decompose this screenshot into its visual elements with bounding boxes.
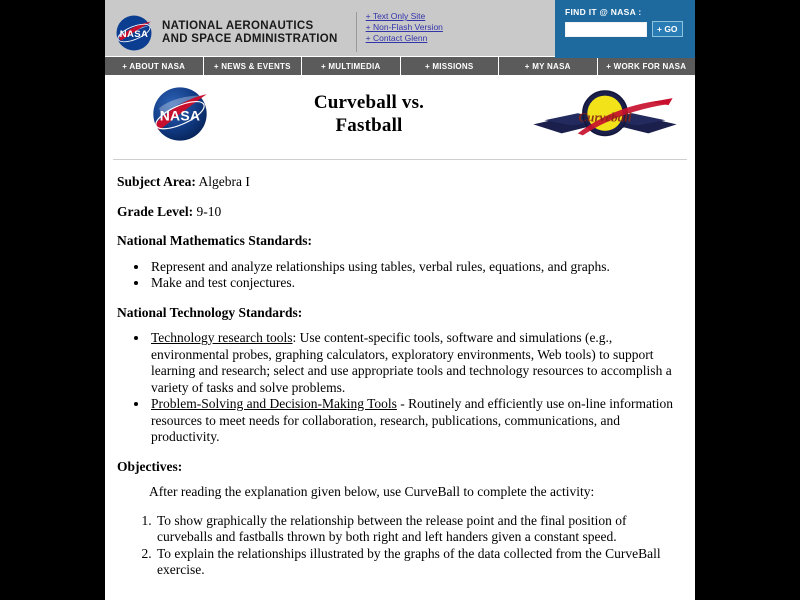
tech-standard-body: - Routinely and efficiently use on-line information resources to meet needs for collaboration, research, publications, communications, and productivity. (151, 396, 673, 444)
subject-area-label: Subject Area: (117, 174, 196, 189)
find-it-label: FIND IT @ NASA : (565, 7, 642, 17)
lesson-content (105, 160, 695, 579)
grade-level-row (117, 204, 679, 221)
page-banner (105, 75, 695, 153)
math-standards-list (117, 259, 679, 292)
svg-text:Curveball: Curveball (578, 109, 632, 125)
objectives-list (117, 513, 679, 579)
page-title-line1: Curveball vs. (313, 92, 425, 113)
search-row (565, 21, 687, 37)
list-item: 1. To show graphically the relationship between the release point and the final position of curveballs and fastballs thrown by both right and left handers given a constant speed. (155, 513, 679, 546)
agency-name (162, 20, 338, 47)
list-item (149, 396, 679, 446)
link-text-only-site[interactable]: + Text Only Site (365, 11, 426, 21)
masthead-branding (105, 10, 338, 56)
agency-name-line2: AND SPACE ADMINISTRATION (162, 33, 338, 45)
nav-item-about-nasa[interactable]: + ABOUT NASA (105, 57, 204, 75)
nasa-meatball-large-icon (151, 85, 209, 143)
svg-text:NASA: NASA (119, 28, 149, 40)
math-standards-heading: National Mathematics Standards: (117, 233, 312, 248)
list-item: • Represent and analyze relationships using tables, verbal rules, equations, and graphs. (149, 259, 679, 276)
grade-level-label: Grade Level: (117, 203, 194, 219)
objectives-heading: Objectives: (117, 458, 183, 474)
nav-item-my-nasa[interactable]: + MY NASA (499, 57, 598, 75)
tech-standards-heading: National Technology Standards: (117, 304, 303, 320)
nav-item-news-and-events[interactable]: + NEWS & EVENTS (204, 57, 303, 75)
page-title-line2: Fastball (335, 115, 403, 136)
list-item (149, 330, 679, 396)
search-input[interactable] (565, 22, 647, 37)
objectives-intro: After reading the explanation given below, use CurveBall to complete the activity: (149, 484, 595, 499)
nasa-meatball-icon (115, 14, 153, 52)
agency-name-line1: NATIONAL AERONAUTICS (162, 19, 314, 32)
nav-item-work-for-nasa[interactable]: + WORK FOR NASA (598, 57, 696, 75)
curveball-patch-icon (529, 85, 681, 143)
tech-standard-term: Problem-Solving and Decision-Making Tools (151, 396, 397, 411)
tech-standard-body: : Use content-specific tools, software and simulations (e.g., environmental probes, graphing calculators, exploratory environments, Web tools) to support learning and research; select and use appropriate tools and technology resources to accomplish a variety of tasks and solve problems. (151, 330, 672, 395)
subject-area-row (117, 174, 679, 191)
link-non-flash-version[interactable]: + Non-Flash Version (365, 22, 443, 32)
primary-nav (105, 56, 695, 75)
tech-standards-list (117, 330, 679, 446)
masthead (105, 0, 695, 56)
subject-area-value: Algebra I (198, 174, 250, 189)
grade-level-value: 9-10 (196, 203, 222, 219)
page-title (209, 91, 529, 137)
nav-item-multimedia[interactable]: + MULTIMEDIA (302, 57, 401, 75)
svg-text:NASA: NASA (159, 107, 201, 124)
list-item: • Make and test conjectures. (149, 275, 679, 292)
tech-standard-term: Technology research tools (151, 330, 293, 345)
nav-item-missions[interactable]: + MISSIONS (401, 57, 500, 75)
list-item: 2. To explain the relationships illustrated by the graphs of the data collected from the CurveBall exercise. (155, 546, 679, 579)
search-go-button[interactable]: + GO (652, 21, 683, 37)
nasa-lesson-page (105, 0, 695, 600)
link-contact-glenn[interactable]: + Contact Glenn (365, 33, 428, 43)
find-it-at-nasa-panel (555, 0, 695, 58)
